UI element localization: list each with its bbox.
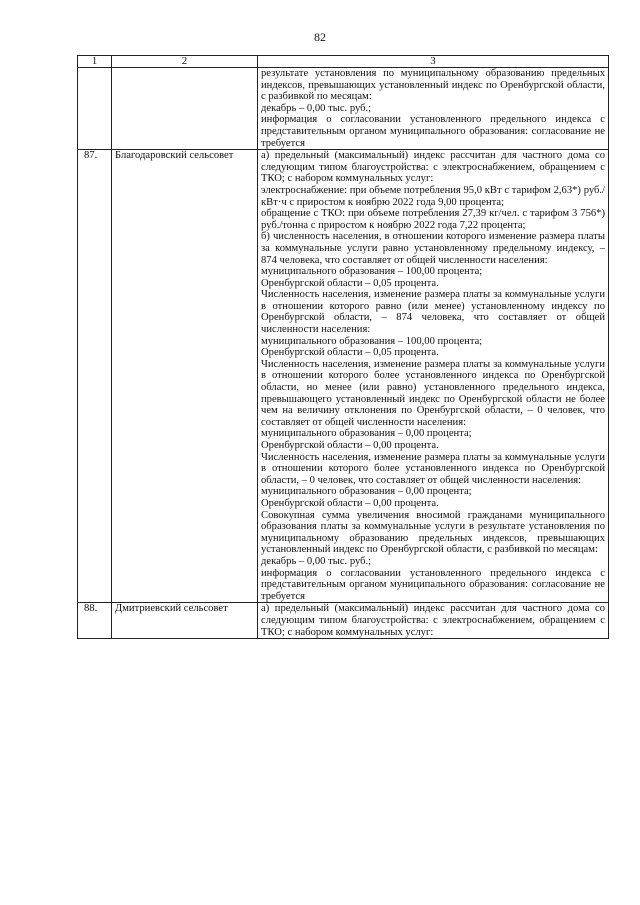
content-paragraph: б) численность населения, в отношении которого изменение размера платы за коммунальные услуги равно установленному предельному индексу, – 874 человека, что составляет от общей численности населения: <box>261 231 605 266</box>
row-number <box>78 68 112 150</box>
header-cell-1: 1 <box>78 56 112 68</box>
row-number: 87. <box>78 150 112 603</box>
content-paragraph: декабрь – 0,00 тыс. руб.; <box>261 555 372 567</box>
content-paragraph: муниципального образования – 0,00 процента; <box>261 486 472 498</box>
municipality-name <box>112 68 258 150</box>
row-content <box>258 150 609 603</box>
content-paragraph: обращение с ТКО: при объеме потребления 27,39 кг/чел. с тарифом 3 756*) руб./тонна с приростом к ноябрю 2022 года 7,22 процента; <box>261 208 605 231</box>
content-paragraph: Численность населения, изменение размера платы за коммунальные услуги в отношении которого равно (или менее) установленному индексу по Оренбургской области, – 874 человека, что составляет от общей численности населения: <box>261 289 605 336</box>
content-paragraph: декабрь – 0,00 тыс. руб.; <box>261 102 372 114</box>
content-paragraph: Совокупная сумма увеличения вносимой гражданами муниципального образования платы за коммунальные услуги в результате установления по муниципальному образованию предельных индексов, превышающих установленный индекс по Оренбургской области, с разбивкой по месяцам: <box>261 509 605 556</box>
content-paragraph: муниципального образования – 0,00 процента; <box>261 428 472 440</box>
row-content <box>258 603 609 639</box>
content-paragraph: Оренбургской области – 0,05 процента. <box>261 347 439 359</box>
content-paragraph: электроснабжение: при объеме потребления 95,0 кВт с тарифом 2,63*) руб./кВт·ч с приростом к ноябрю 2022 года 9,00 процента; <box>261 184 605 208</box>
table-header-row <box>78 56 609 68</box>
content-paragraph: результате установления по муниципальному образованию предельных индексов, превышающих установленный индекс по Оренбургской области, с разбивкой по месяцам: <box>261 68 605 103</box>
table-row-continuation <box>78 68 609 150</box>
header-cell-3: 3 <box>258 56 609 68</box>
content-paragraph: информация о согласовании установленного предельного индекса с представительным органом муниципального образования: согласование не требуется <box>261 114 605 149</box>
content-paragraph: а) предельный (максимальный) индекс рассчитан для частного дома со следующим типом благоустройства: с электроснабжением, обращением с ТКО; с набором коммунальных услуг: <box>261 150 605 185</box>
header-cell-2: 2 <box>112 56 258 68</box>
content-paragraph: Оренбургской области – 0,05 процента. <box>261 277 439 289</box>
table-row-87 <box>78 150 609 603</box>
row-content <box>258 68 609 150</box>
content-paragraph: а) предельный (максимальный) индекс рассчитан для частного дома со следующим типом благоустройства: с электроснабжением, обращением с ТКО; с набором коммунальных услуг: <box>261 603 605 638</box>
content-paragraph: Оренбургской области – 0,00 процента. <box>261 440 439 451</box>
row-number: 88. <box>78 603 112 639</box>
municipality-name: Дмитриевский сельсовет <box>112 603 258 639</box>
table-row-88 <box>78 603 609 639</box>
content-paragraph: Численность населения, изменение размера платы за коммунальные услуги в отношении которого более установленного индекса по Оренбургской области, но менее (или равно) установленного предельного индекса, превышающего установленный индекс по Оренбургской области не более чем на величину отклонения по Оренбургской области, – 0 человек, что составляет от общей численности населения: <box>261 358 605 428</box>
municipality-name: Благодаровский сельсовет <box>112 150 258 603</box>
content-paragraph: информация о согласовании установленного предельного индекса с представительным органом муниципального образования: согласование не требуется <box>261 567 605 602</box>
content-paragraph: Численность населения, изменение размера платы за коммунальные услуги в отношении которого более установленного индекса по Оренбургской области, – 0 человек, что составляет от общей численности населения: <box>261 451 605 486</box>
content-paragraph: муниципального образования – 100,00 процента; <box>261 335 483 347</box>
page-number: 82 <box>314 30 326 44</box>
content-paragraph: муниципального образования – 100,00 процента; <box>261 266 483 278</box>
document-table <box>77 55 609 639</box>
content-paragraph: Оренбургской области – 0,00 процента. <box>261 497 439 509</box>
